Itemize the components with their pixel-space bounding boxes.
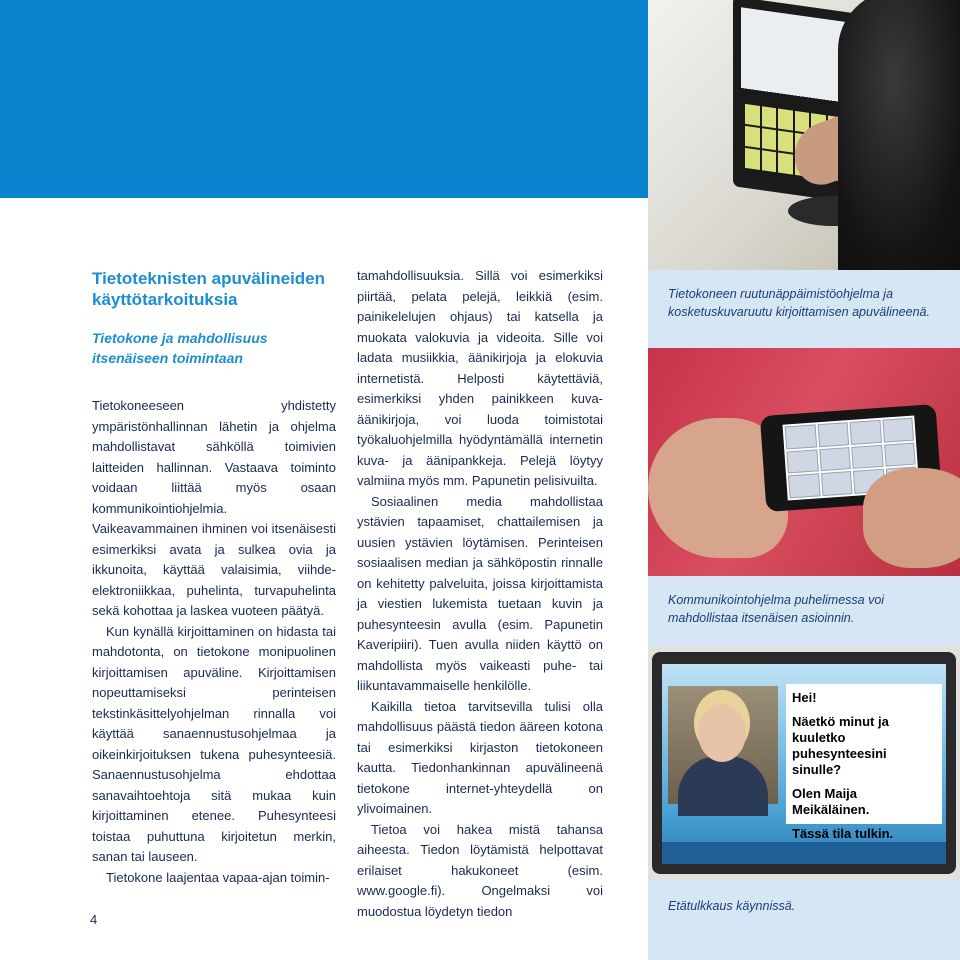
header-band <box>0 0 648 198</box>
person-body <box>678 756 768 816</box>
laptop-illustration <box>652 652 956 874</box>
paragraph: Tietoa voi hakea mistä tahansa aiheesta. Tiedon löytämistä helpottavat erilaiset hakukoneet (esim. www.google.fi). Ongelmaksi voi muodostua löydetyn tiedon <box>357 821 603 919</box>
caption-text: Tietokoneen ruutunäppäimistöohjelma ja kosketuskuvaruutu kirjoittamisen apuvälineenä. <box>668 287 930 319</box>
text-column-left <box>92 268 336 888</box>
chat-line: Tässä tila tulkin. <box>792 826 894 841</box>
paragraph: Kaikilla tietoa tarvitsevilla tulisi olla mahdollisuus päästä tiedon ääreen kotona tai esimerkiksi kirjaston tietokoneen kautta. Tiedonhankinnan apuvälineenä tietokone internet-yhteydellä on ylivoimainen. <box>357 698 603 816</box>
video-window <box>668 686 778 804</box>
chat-line: Olen Maija Meikäläinen. <box>792 786 870 817</box>
paragraph: tamahdollisuuksia. Sillä voi esimerkiksi piirtää, pelata pelejä, leikkiä (esim. painikelelujen ohjaus) tai katsella ja muokata valokuvia ja videoita. Sille voi ladata musiikkia, äänikirjoja ja elokuvia internetistä. Helposti käytettäviä, esimerkiksi yhden painikkeen kuva-äänikirjoja, voi luoda toimistotai työkaluohjelmilla hyödyntämällä internetin kuva- ja äänipankkeja. Pelejä löytyy valmiina myös mm. Papunetin pelisivuilta. <box>357 268 603 488</box>
person-illustration <box>838 0 960 270</box>
chat-window <box>786 684 942 841</box>
section-title: Tietoteknisten apuvälineiden käyttötarkoituksia <box>92 269 326 309</box>
chat-line: Näetkö minut ja kuuletko puhesynteesini sinulle? <box>792 714 889 777</box>
text-column-right <box>357 266 603 922</box>
caption-touchscreen <box>648 270 960 348</box>
right-hand-illustration <box>863 468 960 568</box>
paragraph: Sosiaalinen media mahdollistaa ystävien tapaamiset, chattailemisen ja uusien ystävien löytämisen. Perinteisen sosiaalisen median ja sähköpostin rinnalle on kehitetty palveluita, joissa kirjoittamista ja viestien lukemista tuetaan kuvin ja puhesynteesin avulla (esim. Papunetin Kaveripiiri). Tuen avulla niiden käyttö on mahdollista myös vaikeasti puhe- tai liikuntavammaiselle henkilölle. <box>357 493 603 693</box>
page-number: 4 <box>90 912 98 927</box>
person-face <box>698 704 746 762</box>
photo-touchscreen-keyboard <box>648 0 960 270</box>
paragraph: Tietokoneeseen yhdistetty ympäristönhallinnan lähetin ja ohjelma mahdollistavat sähköllä toimivien laitteiden hallinnan. Vastaava toiminto voidaan liittää myös osaan kommunikointiohjelmia. Vaikeavammainen ihminen voi itsenäisesti esimerkiksi avata ja sulkea ovia ja ikkunoita, käyttää valaisimia, viihde-elektroniikkaa, puhelinta, turvapuhelinta sekä kohottaa ja laskea vuoteen päätyä. <box>92 398 336 618</box>
chat-line: Hei! <box>792 690 817 705</box>
caption-phone <box>648 576 960 646</box>
caption-remote-interpreting <box>648 880 960 960</box>
paragraph: Kun kynällä kirjoittaminen on hidasta tai mahdotonta, on tietokone monipuolinen kirjoittamisen apuväline. Kirjoittamisen nopeuttamiseksi perinteisen tekstinkäsittelyohjelman rinnalla voi käyttää sanaennustusohjelmaa ja oikeinkirjoituksen tukena puhesynteesiä. Sanaennustusohjelma ehdottaa sanavaihtoehtoja sitä mukaa kuin kirjoittaminen etenee. Puhesynteesi toistaa puhuttuna kirjoitetun merkin, sanan tai lauseen. <box>92 623 336 864</box>
photo-remote-interpreting <box>648 646 960 880</box>
taskbar <box>662 842 946 864</box>
laptop-screen <box>662 664 946 864</box>
section-subtitle: Tietokone ja mahdollisuus itsenäiseen toimintaan <box>92 330 268 366</box>
caption-text: Etätulkkaus käynnissä. <box>668 899 796 913</box>
paragraph: Tietokone laajentaa vapaa-ajan toimin- <box>106 869 330 885</box>
photo-phone-communication <box>648 348 960 576</box>
caption-text: Kommunikointohjelma puhelimessa voi mahdollistaa itsenäisen asioinnin. <box>668 593 885 625</box>
